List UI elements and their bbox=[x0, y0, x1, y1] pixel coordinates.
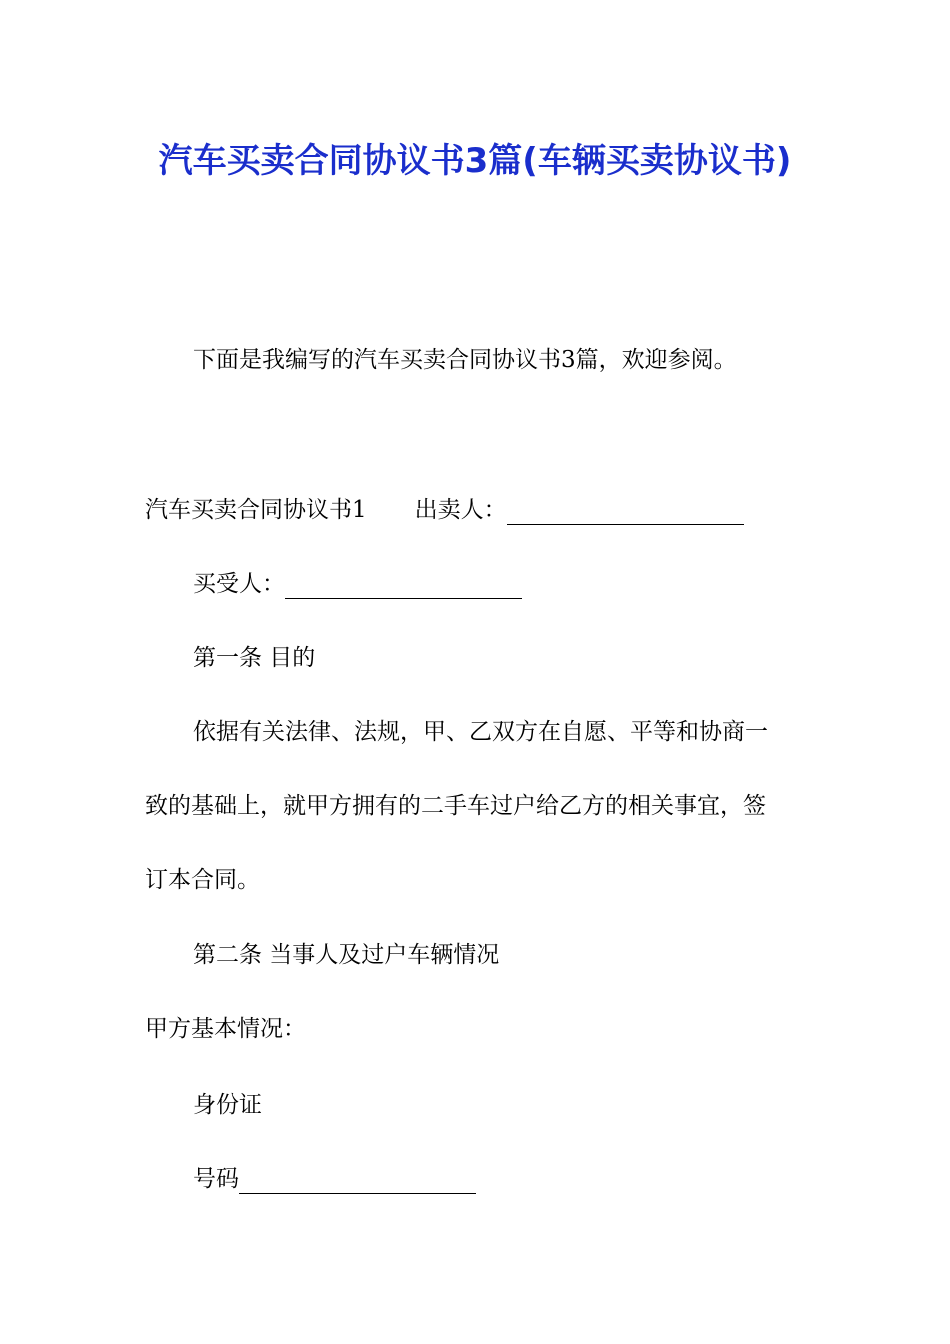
number-label: 号码 bbox=[193, 1166, 239, 1192]
buyer-blank bbox=[285, 572, 522, 599]
id-label: 身份证 bbox=[193, 1092, 262, 1118]
buyer-line bbox=[193, 569, 522, 599]
article2-heading: 第二条 当事人及过户车辆情况 bbox=[193, 942, 500, 968]
article1-text-line2: 致的基础上，就甲方拥有的二手车过户给乙方的相关事宜，签 bbox=[145, 793, 766, 819]
article1-text-line3: 订本合同。 bbox=[145, 867, 260, 893]
party-a-heading: 甲方基本情况： bbox=[145, 1016, 306, 1042]
seller-label: 出卖人： bbox=[414, 497, 507, 523]
buyer-label: 买受人： bbox=[193, 571, 285, 597]
section-heading: 汽车买卖合同协议书1 bbox=[145, 497, 367, 523]
intro-paragraph: 下面是我编写的汽车买卖合同协议书3篇，欢迎参阅。 bbox=[193, 347, 737, 373]
id-number-line bbox=[193, 1164, 476, 1194]
article1-heading: 第一条 目的 bbox=[193, 645, 316, 671]
seller-blank bbox=[507, 498, 744, 525]
document-title: 汽车买卖合同协议书3篇(车辆买卖协议书) bbox=[158, 141, 792, 181]
id-number-blank bbox=[239, 1167, 476, 1194]
article1-text-line1: 依据有关法律、法规，甲、乙双方在自愿、平等和协商一 bbox=[193, 719, 768, 745]
seller-line bbox=[145, 495, 744, 525]
